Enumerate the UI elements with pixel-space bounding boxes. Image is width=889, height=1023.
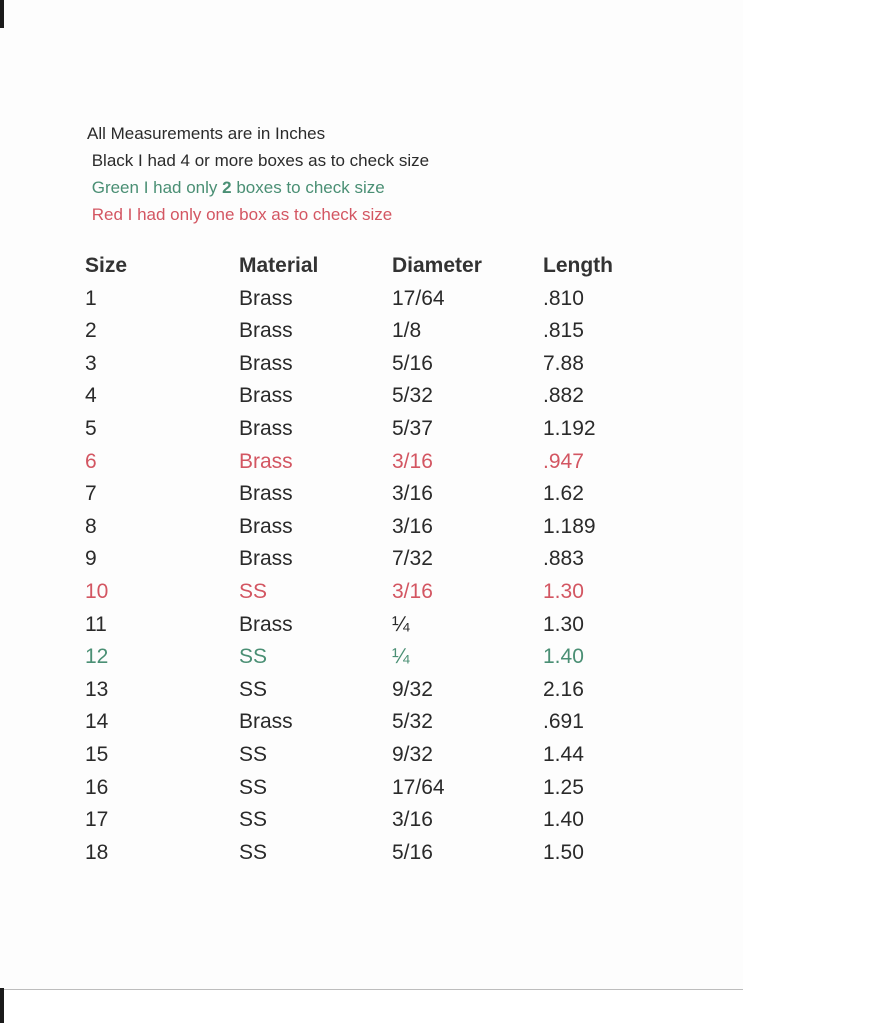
header-material: Material: [239, 254, 319, 277]
green-legend-note: [87, 174, 429, 201]
length-cell: .883: [543, 547, 584, 571]
length-cell: 1.40: [543, 645, 584, 669]
red-legend-note: Red I had only one box as to check size: [87, 205, 393, 224]
length-cell: 1.40: [543, 808, 584, 832]
diameter-cell: ¼: [392, 612, 410, 636]
black-legend-note: Black I had 4 or more boxes as to check size: [87, 151, 430, 170]
size-cell: 2: [85, 319, 97, 343]
header-size: Size: [85, 254, 128, 277]
diameter-cell: 9/32: [392, 742, 433, 766]
length-cell: 1.30: [543, 612, 584, 636]
material-cell: SS: [239, 677, 268, 701]
diameter-cell: 1/8: [392, 319, 422, 343]
diameter-cell: 3/16: [392, 514, 433, 538]
units-note: All Measurements are in Inches: [87, 124, 326, 143]
size-cell: 14: [85, 710, 109, 734]
diameter-cell: 5/16: [392, 840, 433, 864]
material-cell: SS: [239, 645, 268, 669]
diameter-cell: 3/16: [392, 482, 433, 506]
size-cell: 9: [85, 547, 97, 571]
size-cell: 3: [85, 351, 97, 375]
material-cell: Brass: [239, 351, 293, 375]
green-note-number: 2: [222, 178, 232, 197]
diameter-cell: 3/16: [392, 579, 433, 603]
diameter-cell: 5/37: [392, 416, 433, 440]
length-cell: 1.189: [543, 514, 596, 538]
length-cell: 1.25: [543, 775, 584, 799]
length-cell: 1.50: [543, 840, 584, 864]
table-row: [85, 547, 685, 580]
material-cell: Brass: [239, 482, 293, 506]
header-length: Length: [543, 254, 613, 277]
diameter-cell: 7/32: [392, 547, 433, 571]
length-cell: 2.16: [543, 677, 584, 701]
header-diameter: Diameter: [392, 254, 482, 277]
material-cell: SS: [239, 742, 268, 766]
material-cell: Brass: [239, 449, 293, 473]
legend-notes: [87, 120, 429, 228]
material-cell: SS: [239, 775, 268, 799]
diameter-cell: 17/64: [392, 775, 445, 799]
material-cell: SS: [239, 579, 268, 603]
material-cell: SS: [239, 808, 268, 832]
material-cell: Brass: [239, 710, 293, 734]
length-cell: 1.192: [543, 416, 596, 440]
diameter-cell: 9/32: [392, 677, 433, 701]
material-cell: SS: [239, 840, 268, 864]
table-row: [85, 743, 685, 776]
table-row: [85, 287, 685, 320]
diameter-cell: 5/32: [392, 710, 433, 734]
table-header-row: [85, 254, 685, 287]
diameter-cell: 3/16: [392, 808, 433, 832]
green-note-start: Green I had only: [87, 178, 223, 197]
table-row: [85, 515, 685, 548]
length-cell: 1.44: [543, 742, 584, 766]
size-cell: 8: [85, 514, 97, 538]
material-cell: Brass: [239, 416, 293, 440]
diameter-cell: 17/64: [392, 286, 445, 310]
length-cell: .882: [543, 384, 584, 408]
size-cell: 17: [85, 808, 109, 832]
table-row: [85, 580, 685, 613]
table-row: [85, 319, 685, 352]
table-row: [85, 841, 685, 874]
size-cell: 12: [85, 645, 109, 669]
size-cell: 7: [85, 482, 97, 506]
paper-bottom-edge: [4, 989, 743, 990]
material-cell: Brass: [239, 514, 293, 538]
size-cell: 4: [85, 384, 97, 408]
green-note-end: boxes to check size: [231, 178, 385, 197]
diameter-cell: 5/16: [392, 351, 433, 375]
material-cell: Brass: [239, 384, 293, 408]
size-cell: 5: [85, 416, 97, 440]
size-cell: 1: [85, 286, 97, 310]
material-cell: Brass: [239, 286, 293, 310]
size-cell: 18: [85, 840, 109, 864]
table-row: [85, 613, 685, 646]
size-cell: 6: [85, 449, 97, 473]
material-cell: Brass: [239, 612, 293, 636]
size-cell: 15: [85, 742, 109, 766]
length-cell: .947: [543, 449, 584, 473]
length-cell: .691: [543, 710, 584, 734]
length-cell: 1.30: [543, 579, 584, 603]
table-row: [85, 384, 685, 417]
diameter-cell: ¼: [392, 645, 410, 669]
size-cell: 13: [85, 677, 109, 701]
table-row: [85, 678, 685, 711]
diameter-cell: 3/16: [392, 449, 433, 473]
length-cell: .815: [543, 319, 584, 343]
table-row: [85, 352, 685, 385]
size-table: [85, 254, 685, 873]
table-row: [85, 417, 685, 450]
table-row: [85, 710, 685, 743]
table-row: [85, 776, 685, 809]
diameter-cell: 5/32: [392, 384, 433, 408]
length-cell: 7.88: [543, 351, 584, 375]
material-cell: Brass: [239, 319, 293, 343]
material-cell: Brass: [239, 547, 293, 571]
table-row: [85, 450, 685, 483]
size-cell: 10: [85, 579, 109, 603]
table-row: [85, 482, 685, 515]
scan-edge-mark-top: [0, 0, 4, 28]
table-row: [85, 808, 685, 841]
size-cell: 16: [85, 775, 109, 799]
size-cell: 11: [85, 612, 107, 636]
scan-margin: [743, 0, 889, 1023]
length-cell: .810: [543, 286, 584, 310]
length-cell: 1.62: [543, 482, 584, 506]
table-row: [85, 645, 685, 678]
scan-edge-mark-bottom: [0, 988, 4, 1023]
